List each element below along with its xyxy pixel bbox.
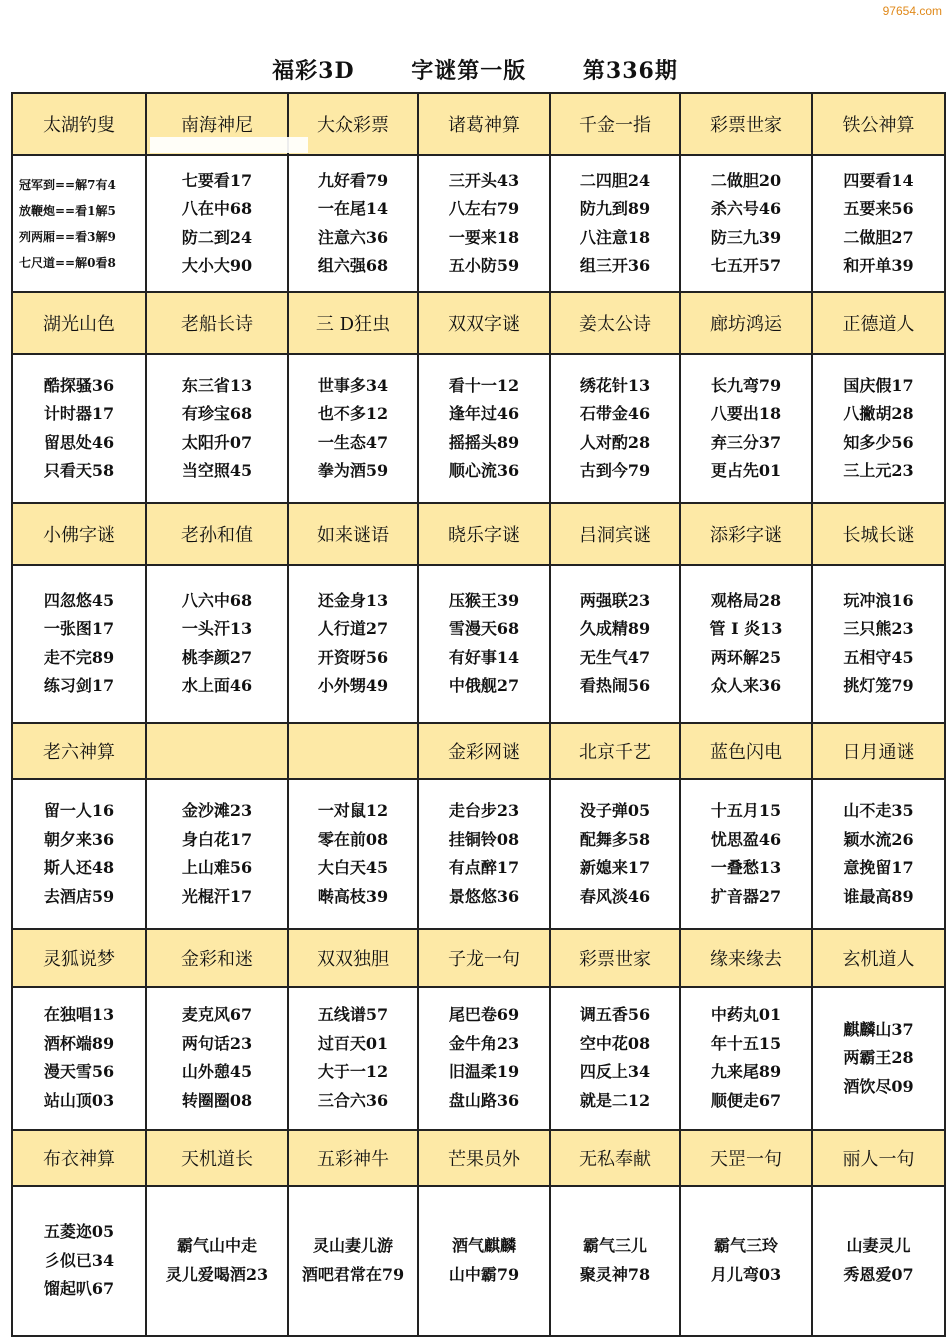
source-name-label: 双双独胆	[317, 949, 389, 971]
column-source-name	[418, 503, 550, 565]
riddle-line: 无生气47	[579, 647, 651, 667]
source-name-label: 双双字谜	[448, 314, 520, 336]
riddle-line: 太阳升07	[181, 432, 253, 452]
riddle-line: 开资呀56	[317, 647, 389, 667]
riddle-line: 小外甥49	[317, 676, 389, 696]
column-source-name	[812, 503, 945, 565]
riddle-line: 九来尾89	[710, 1062, 782, 1082]
source-name-label: 老船长诗	[181, 314, 253, 336]
riddle-cell	[550, 565, 680, 723]
riddle-line: 七要看17	[181, 170, 253, 190]
title-lottery: 福彩3D	[272, 58, 355, 84]
riddle-line: 身白花17	[181, 829, 253, 849]
riddle-line: 盘山路36	[448, 1090, 520, 1110]
source-name-label: 小佛字谜	[43, 524, 115, 546]
riddle-line: 东三省13	[181, 375, 253, 395]
riddle-line: 当空照45	[181, 461, 253, 481]
riddle-cell	[680, 1186, 812, 1336]
column-source-name	[288, 1130, 418, 1186]
column-source-name	[680, 292, 812, 354]
riddle-line: 长九弯79	[710, 375, 782, 395]
riddle-line: 八左右79	[448, 199, 520, 219]
riddle-line: 久成精89	[579, 619, 651, 639]
riddle-line: 摇摇头89	[448, 432, 520, 452]
riddle-line: 朝夕来36	[43, 829, 115, 849]
riddle-line: 顺心流36	[448, 461, 520, 481]
source-name-label: 南海神尼	[181, 115, 253, 137]
riddle-line: 人行道27	[317, 619, 389, 639]
riddle-line: 一要来18	[448, 227, 520, 247]
riddle-line: 去酒店59	[43, 886, 115, 906]
riddle-line: 忧思盈46	[710, 829, 782, 849]
riddle-line: 列两厢==看3解9	[19, 229, 116, 244]
riddle-line: 拳为酒59	[317, 461, 389, 481]
riddle-line: 管 I 炎13	[709, 619, 783, 639]
riddle-line: 啭高枝39	[317, 886, 389, 906]
riddle-line: 酒吧君常在79	[301, 1264, 405, 1284]
column-source-name	[12, 929, 146, 987]
riddle-line: 斯人还48	[43, 858, 115, 878]
riddle-line: 有点醉17	[448, 858, 520, 878]
riddle-line: 绣花针13	[579, 375, 651, 395]
source-name-label: 彩票世家	[579, 949, 651, 971]
source-name-label: 大众彩票	[317, 115, 389, 137]
riddle-cell	[550, 779, 680, 929]
header-row	[12, 929, 945, 987]
riddle-cell	[680, 155, 812, 292]
riddle-cell	[418, 354, 550, 502]
riddle-line: 八要出18	[710, 404, 782, 424]
riddle-line: 一张图17	[43, 619, 115, 639]
riddle-line: 在独唱13	[43, 1005, 115, 1025]
riddle-line: 月儿弯03	[710, 1264, 782, 1284]
riddle-cell	[550, 987, 680, 1129]
source-name-label: 老六神算	[43, 742, 115, 764]
riddle-line: 八六中68	[181, 590, 253, 610]
column-source-name	[680, 1130, 812, 1186]
source-name-label: 如来谜语	[317, 524, 389, 546]
source-name-label: 金彩和迷	[181, 949, 253, 971]
column-source-name	[146, 292, 288, 354]
riddle-line: 知多少56	[843, 432, 914, 452]
source-name-label: 太湖钓叟	[43, 115, 115, 137]
riddle-line: 留一人16	[43, 801, 115, 821]
riddle-cell	[288, 779, 418, 929]
riddle-line: 麦克风67	[181, 1005, 253, 1025]
riddle-line: 五小防59	[448, 256, 520, 276]
riddle-line: 春风淡46	[579, 886, 651, 906]
riddle-line: 挂铜铃08	[448, 829, 520, 849]
column-source-name	[288, 292, 418, 354]
redaction-strip	[150, 137, 308, 153]
riddle-line: 彡似已34	[43, 1250, 115, 1270]
riddle-line: 大白天45	[317, 858, 389, 878]
riddle-line: 就是二12	[579, 1090, 651, 1110]
riddle-cell	[146, 565, 288, 723]
riddle-line: 顺便走67	[710, 1090, 782, 1110]
source-name-label: 五彩神牛	[317, 1148, 389, 1170]
site-watermark: 97654.com	[882, 4, 942, 18]
riddle-line: 四反上34	[579, 1062, 651, 1082]
riddle-line: 雪漫天68	[448, 619, 520, 639]
riddle-line: 山中霸79	[448, 1264, 520, 1284]
riddle-line: 意挽留17	[843, 858, 914, 878]
column-source-name	[680, 929, 812, 987]
riddle-cell	[12, 1186, 146, 1336]
riddle-line: 上山难56	[181, 858, 253, 878]
riddle-line: 霸气三玲	[713, 1236, 778, 1256]
column-source-name	[146, 929, 288, 987]
riddle-line: 国庆假17	[843, 375, 914, 395]
riddle-line: 过百天01	[317, 1033, 389, 1053]
riddle-line: 山外憩45	[181, 1062, 253, 1082]
riddle-line: 有好事14	[448, 647, 520, 667]
riddle-line: 七五开57	[710, 256, 782, 276]
source-name-label: 铁公神算	[842, 115, 915, 137]
riddle-row	[12, 354, 945, 502]
riddle-cell	[288, 1186, 418, 1336]
riddle-line: 五要来56	[843, 199, 914, 219]
riddle-line: 没子弹05	[579, 801, 651, 821]
riddle-cell	[680, 565, 812, 723]
riddle-cell	[550, 354, 680, 502]
column-source-name	[288, 929, 418, 987]
riddle-cell	[680, 779, 812, 929]
riddle-line: 景悠悠36	[448, 886, 520, 906]
column-source-name	[146, 723, 288, 779]
riddle-line: 世事多34	[317, 375, 389, 395]
riddle-cell	[288, 987, 418, 1129]
riddle-cell	[146, 987, 288, 1129]
riddle-row	[12, 155, 945, 292]
riddle-line: 谁最高89	[843, 886, 914, 906]
source-name-label: 诸葛神算	[448, 115, 520, 137]
riddle-line: 注意六36	[317, 227, 389, 247]
column-source-name	[12, 292, 146, 354]
riddle-cell	[12, 987, 146, 1129]
riddle-line: 酒饮尽09	[843, 1076, 914, 1096]
riddle-line: 零在前08	[317, 829, 389, 849]
column-source-name	[12, 1130, 146, 1186]
riddle-line: 九好看79	[317, 170, 389, 190]
riddle-line: 玩冲浪16	[843, 590, 914, 610]
riddle-line: 二做胆27	[843, 227, 914, 247]
riddle-line: 看十一12	[448, 375, 520, 395]
column-source-name	[680, 723, 812, 779]
riddle-line: 留思处46	[43, 432, 115, 452]
header-row	[12, 1130, 945, 1186]
source-name-label: 吕洞宾谜	[579, 524, 651, 546]
column-source-name	[812, 929, 945, 987]
riddle-line: 八撇胡28	[843, 404, 914, 424]
riddle-line: 酒杯端89	[43, 1033, 115, 1053]
riddle-line: 三上元23	[843, 461, 914, 481]
riddle-line: 更占先01	[710, 461, 782, 481]
riddle-line: 秀恩爱07	[843, 1264, 914, 1284]
source-name-label: 芒果员外	[448, 1148, 520, 1170]
riddle-row	[12, 565, 945, 723]
source-name-label: 彩票世家	[710, 115, 782, 137]
riddle-cell	[12, 565, 146, 723]
riddle-row	[12, 987, 945, 1129]
riddle-line: 八在中68	[181, 199, 253, 219]
riddle-line: 四要看14	[843, 170, 914, 190]
riddle-cell	[812, 155, 945, 292]
riddle-line: 中俄舰27	[448, 676, 520, 696]
riddle-grid	[11, 92, 946, 1337]
riddle-line: 三合六36	[317, 1090, 389, 1110]
riddle-row	[12, 779, 945, 929]
source-name-label: 天机道长	[181, 1148, 253, 1170]
riddle-line: 计时器17	[43, 404, 115, 424]
riddle-line: 金牛角23	[448, 1033, 520, 1053]
riddle-line: 漫天雪56	[43, 1062, 115, 1082]
source-name-label: 千金一指	[579, 115, 651, 137]
column-source-name	[550, 929, 680, 987]
riddle-cell	[146, 779, 288, 929]
source-name-label: 姜太公诗	[579, 314, 651, 336]
source-name-label: 天罡一句	[710, 1148, 782, 1170]
riddle-line: 酒气麒麟	[451, 1236, 516, 1256]
riddle-line: 二做胆20	[710, 170, 782, 190]
riddle-line: 两环解25	[710, 647, 782, 667]
column-source-name	[12, 723, 146, 779]
title-edition: 字谜第一版	[411, 58, 527, 84]
column-source-name	[146, 1130, 288, 1186]
riddle-cell	[146, 1186, 288, 1336]
riddle-line: 逢年过46	[448, 404, 520, 424]
riddle-line: 观格局28	[710, 590, 782, 610]
source-name-label: 晓乐字谜	[448, 524, 520, 546]
riddle-line: 走台步23	[448, 801, 520, 821]
source-name-label: 添彩字谜	[710, 524, 782, 546]
riddle-line: 压猴王39	[448, 590, 520, 610]
riddle-line: 桃李颜27	[181, 647, 253, 667]
riddle-line: 七尺道==解0看8	[19, 255, 116, 270]
riddle-cell	[146, 354, 288, 502]
riddle-line: 组六强68	[317, 256, 389, 276]
column-source-name	[146, 503, 288, 565]
column-source-name	[12, 503, 146, 565]
column-source-name	[812, 292, 945, 354]
riddle-line: 八注意18	[579, 227, 651, 247]
column-source-name	[418, 93, 550, 155]
riddle-line: 一头汗13	[181, 619, 253, 639]
riddle-cell	[418, 1186, 550, 1336]
riddle-line: 大小大90	[181, 256, 253, 276]
source-name-label: 日月通谜	[842, 742, 915, 764]
riddle-line: 金沙滩23	[181, 801, 253, 821]
source-name-label: 老孙和值	[181, 524, 253, 546]
riddle-line: 一叠愁13	[710, 858, 782, 878]
riddle-line: 二四胆24	[579, 170, 651, 190]
riddle-line: 配舞多58	[579, 829, 651, 849]
riddle-line: 五线谱57	[317, 1005, 389, 1025]
riddle-line: 石带金46	[579, 404, 651, 424]
source-name-label: 子龙一句	[448, 949, 520, 971]
source-name-label: 玄机道人	[842, 949, 915, 971]
riddle-cell	[288, 565, 418, 723]
riddle-line: 扩音器27	[710, 886, 782, 906]
riddle-line: 挑灯笼79	[843, 676, 914, 696]
riddle-cell	[12, 354, 146, 502]
riddle-cell	[418, 155, 550, 292]
column-source-name	[418, 723, 550, 779]
source-name-label: 湖光山色	[43, 314, 115, 336]
riddle-line: 调五香56	[579, 1005, 651, 1025]
riddle-line: 水上面46	[181, 676, 253, 696]
riddle-cell	[550, 155, 680, 292]
column-source-name	[812, 93, 945, 155]
header-row	[12, 723, 945, 779]
riddle-row	[12, 1186, 945, 1336]
source-name-label: 正德道人	[842, 314, 915, 336]
column-source-name	[12, 93, 146, 155]
column-source-name	[288, 723, 418, 779]
riddle-line: 中药丸01	[710, 1005, 782, 1025]
riddle-line: 麒麟山37	[843, 1019, 914, 1039]
column-source-name	[680, 503, 812, 565]
riddle-line: 五菱迩05	[43, 1222, 115, 1242]
riddle-line: 放鞭炮==看1解5	[19, 203, 116, 218]
riddle-line: 一对鼠12	[317, 801, 389, 821]
riddle-line: 防三九39	[710, 227, 782, 247]
column-source-name	[812, 723, 945, 779]
source-name-label: 蓝色闪电	[710, 742, 782, 764]
riddle-line: 组三开36	[579, 256, 651, 276]
page-title	[0, 54, 950, 85]
column-source-name	[550, 1130, 680, 1186]
riddle-line: 三开头43	[448, 170, 520, 190]
riddle-line: 防九到89	[579, 199, 651, 219]
source-name-label: 缘来缘去	[710, 949, 782, 971]
header-row	[12, 292, 945, 354]
riddle-line: 还金身13	[317, 590, 389, 610]
riddle-line: 走不完89	[43, 647, 115, 667]
riddle-line: 冠军到==解7有4	[19, 177, 116, 192]
riddle-line: 五相守45	[843, 647, 914, 667]
column-source-name	[418, 929, 550, 987]
column-source-name	[550, 93, 680, 155]
riddle-line: 弃三分37	[710, 432, 782, 452]
riddle-line: 旧温柔19	[448, 1062, 520, 1082]
riddle-cell	[812, 1186, 945, 1336]
riddle-line: 人对酌28	[579, 432, 651, 452]
riddle-line: 两强联23	[579, 590, 651, 610]
riddle-line: 灵儿爱喝酒23	[165, 1264, 269, 1284]
riddle-line: 杀六号46	[710, 199, 782, 219]
riddle-cell	[12, 779, 146, 929]
riddle-line: 新媳来17	[579, 858, 651, 878]
title-issue: 第336期	[582, 58, 678, 84]
riddle-line: 酷探骚36	[43, 375, 115, 395]
riddle-cell	[12, 155, 146, 292]
riddle-line: 颖水流26	[843, 829, 914, 849]
source-name-label: 无私奉献	[579, 1148, 651, 1170]
source-name-label: 三 D狂虫	[315, 314, 391, 336]
riddle-line: 两句话23	[181, 1033, 253, 1053]
riddle-line: 也不多12	[317, 404, 389, 424]
riddle-line: 古到今79	[579, 461, 651, 481]
column-source-name	[288, 503, 418, 565]
riddle-line: 众人来36	[710, 676, 782, 696]
riddle-line: 大于一12	[317, 1062, 389, 1082]
riddle-line: 四忽悠45	[43, 590, 115, 610]
riddle-cell	[812, 565, 945, 723]
source-name-label: 北京千艺	[579, 742, 651, 764]
column-source-name	[550, 723, 680, 779]
source-name-label: 长城长谜	[842, 524, 915, 546]
riddle-line: 练习剑17	[43, 676, 115, 696]
riddle-line: 山妻灵儿	[846, 1236, 911, 1256]
column-source-name	[550, 503, 680, 565]
column-source-name	[812, 1130, 945, 1186]
riddle-line: 只看天58	[43, 461, 115, 481]
riddle-line: 年十五15	[710, 1033, 782, 1053]
source-name-label: 金彩网谜	[448, 742, 520, 764]
riddle-line: 霸气三儿	[582, 1236, 647, 1256]
source-name-label: 灵狐说梦	[43, 949, 115, 971]
riddle-line: 空中花08	[579, 1033, 651, 1053]
riddle-line: 和开单39	[843, 256, 914, 276]
riddle-cell	[288, 155, 418, 292]
riddle-line: 聚灵神78	[579, 1264, 651, 1284]
riddle-line: 一生态47	[317, 432, 389, 452]
riddle-cell	[288, 354, 418, 502]
riddle-line: 看热闹56	[579, 676, 651, 696]
riddle-line: 有珍宝68	[181, 404, 253, 424]
column-source-name	[418, 292, 550, 354]
riddle-line: 防二到24	[181, 227, 253, 247]
riddle-line: 灵山妻儿游	[312, 1236, 393, 1256]
riddle-cell	[680, 987, 812, 1129]
riddle-cell	[550, 1186, 680, 1336]
riddle-cell	[680, 354, 812, 502]
riddle-cell	[812, 354, 945, 502]
riddle-line: 馏起叭67	[43, 1279, 115, 1299]
riddle-cell	[812, 779, 945, 929]
riddle-line: 两霸王28	[843, 1048, 914, 1068]
riddle-line: 十五月15	[710, 801, 782, 821]
riddle-cell	[418, 779, 550, 929]
column-source-name	[418, 1130, 550, 1186]
riddle-cell	[418, 565, 550, 723]
riddle-line: 一在尾14	[317, 199, 389, 219]
source-name-label: 布衣神算	[43, 1148, 115, 1170]
riddle-cell	[418, 987, 550, 1129]
riddle-cell	[812, 987, 945, 1129]
column-source-name	[550, 292, 680, 354]
riddle-cell	[146, 155, 288, 292]
source-name-label: 丽人一句	[842, 1148, 915, 1170]
riddle-line: 霸气山中走	[176, 1236, 257, 1256]
riddle-line: 三只熊23	[843, 619, 914, 639]
riddle-line: 光棍汗17	[181, 886, 253, 906]
riddle-line: 转圈圈08	[181, 1090, 253, 1110]
source-name-label: 廊坊鸿运	[710, 314, 782, 336]
column-source-name	[680, 93, 812, 155]
riddle-line: 站山顶03	[43, 1090, 115, 1110]
header-row	[12, 503, 945, 565]
riddle-line: 尾巴卷69	[448, 1005, 520, 1025]
riddle-line: 山不走35	[843, 801, 914, 821]
